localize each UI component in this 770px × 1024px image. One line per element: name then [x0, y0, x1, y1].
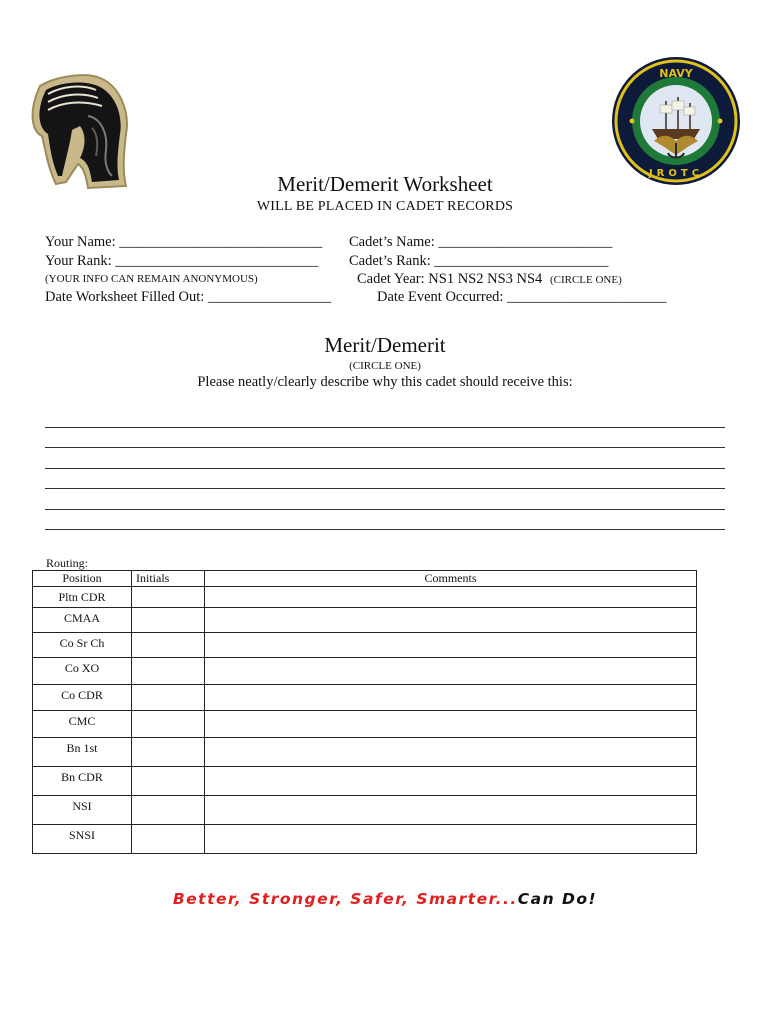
position-label: Co XO — [64, 661, 100, 675]
routing-label: Routing: — [46, 556, 89, 570]
position-label: CMAA — [63, 611, 100, 625]
table-row — [33, 711, 697, 738]
comments-cell[interactable] — [205, 685, 697, 711]
position-label: SNSI — [68, 828, 95, 842]
table-row — [33, 796, 697, 825]
routing-table — [32, 570, 697, 854]
initials-cell[interactable] — [132, 711, 205, 738]
circle-one-label: (CIRCLE ONE) — [349, 360, 421, 372]
position-label: Co Sr Ch — [59, 636, 105, 650]
circle-one-note: (CIRCLE ONE) — [549, 274, 622, 286]
initials-cell[interactable] — [132, 587, 205, 608]
seal-top-text: NAVY — [659, 67, 693, 80]
table-row — [33, 633, 697, 658]
initials-cell[interactable] — [132, 738, 205, 767]
description-line[interactable] — [45, 468, 725, 469]
motto — [0, 890, 770, 908]
date-event-field[interactable]: Date Event Occurred: ______________________ — [377, 289, 667, 305]
page-title: Merit/Demerit Worksheet — [277, 172, 493, 196]
table-row — [33, 587, 697, 608]
motto-tail: Can Do! — [517, 890, 598, 908]
comments-cell[interactable] — [205, 738, 697, 767]
comments-cell[interactable] — [205, 658, 697, 685]
position-header: Position — [33, 571, 132, 587]
table-row — [33, 825, 697, 854]
description-line[interactable] — [45, 509, 725, 510]
routing-header-row — [33, 571, 697, 587]
comments-cell[interactable] — [205, 608, 697, 633]
position-label: Bn 1st — [66, 741, 98, 755]
initials-cell[interactable] — [132, 658, 205, 685]
initials-cell[interactable] — [132, 825, 205, 854]
cadet-year-field[interactable] — [357, 271, 622, 288]
cadet-rank-field[interactable]: Cadet’s Rank: ________________________ — [349, 253, 609, 269]
comments-cell[interactable] — [205, 711, 697, 738]
seal-bottom-text: JROTC — [648, 168, 704, 179]
cadet-year-options[interactable]: Cadet Year: NS1 NS2 NS3 NS4 — [357, 271, 543, 287]
position-label: NSI — [72, 799, 92, 813]
position-label: Pltn CDR — [58, 590, 106, 604]
position-label: Bn CDR — [61, 770, 103, 784]
motto-main: Better, Stronger, Safer, Smarter... — [172, 890, 518, 908]
description-line[interactable] — [45, 447, 725, 448]
page-subtitle: WILL BE PLACED IN CADET RECORDS — [256, 199, 514, 214]
table-row — [33, 738, 697, 767]
merit-demerit-choice[interactable]: Merit/Demerit — [324, 333, 446, 357]
description-instruction: Please neatly/clearly describe why this cadet should receive this: — [197, 374, 573, 390]
table-row — [33, 767, 697, 796]
initials-cell[interactable] — [132, 767, 205, 796]
cadet-name-field[interactable]: Cadet’s Name: ________________________ — [349, 234, 613, 250]
comments-header: Comments — [205, 571, 697, 587]
description-line[interactable] — [45, 488, 725, 489]
table-row — [33, 685, 697, 711]
anonymous-note: (YOUR INFO CAN REMAIN ANONYMOUS) — [45, 273, 258, 285]
comments-cell[interactable] — [205, 796, 697, 825]
table-row — [33, 658, 697, 685]
navy-jrotc-seal — [610, 55, 742, 187]
initials-cell[interactable] — [132, 685, 205, 711]
comments-cell[interactable] — [205, 633, 697, 658]
comments-cell[interactable] — [205, 825, 697, 854]
your-rank-field[interactable]: Your Rank: ____________________________ — [45, 253, 319, 269]
comments-cell[interactable] — [205, 587, 697, 608]
description-line[interactable] — [45, 529, 725, 530]
initials-header: Initials — [132, 571, 205, 587]
initials-cell[interactable] — [132, 633, 205, 658]
comments-cell[interactable] — [205, 767, 697, 796]
initials-cell[interactable] — [132, 796, 205, 825]
position-label: CMC — [68, 714, 96, 728]
position-label: Co CDR — [61, 688, 103, 702]
date-filled-field[interactable]: Date Worksheet Filled Out: _________________ — [45, 289, 332, 305]
table-row — [33, 608, 697, 633]
initials-cell[interactable] — [132, 608, 205, 633]
your-name-field[interactable]: Your Name: ____________________________ — [45, 234, 323, 250]
description-line[interactable] — [45, 427, 725, 428]
